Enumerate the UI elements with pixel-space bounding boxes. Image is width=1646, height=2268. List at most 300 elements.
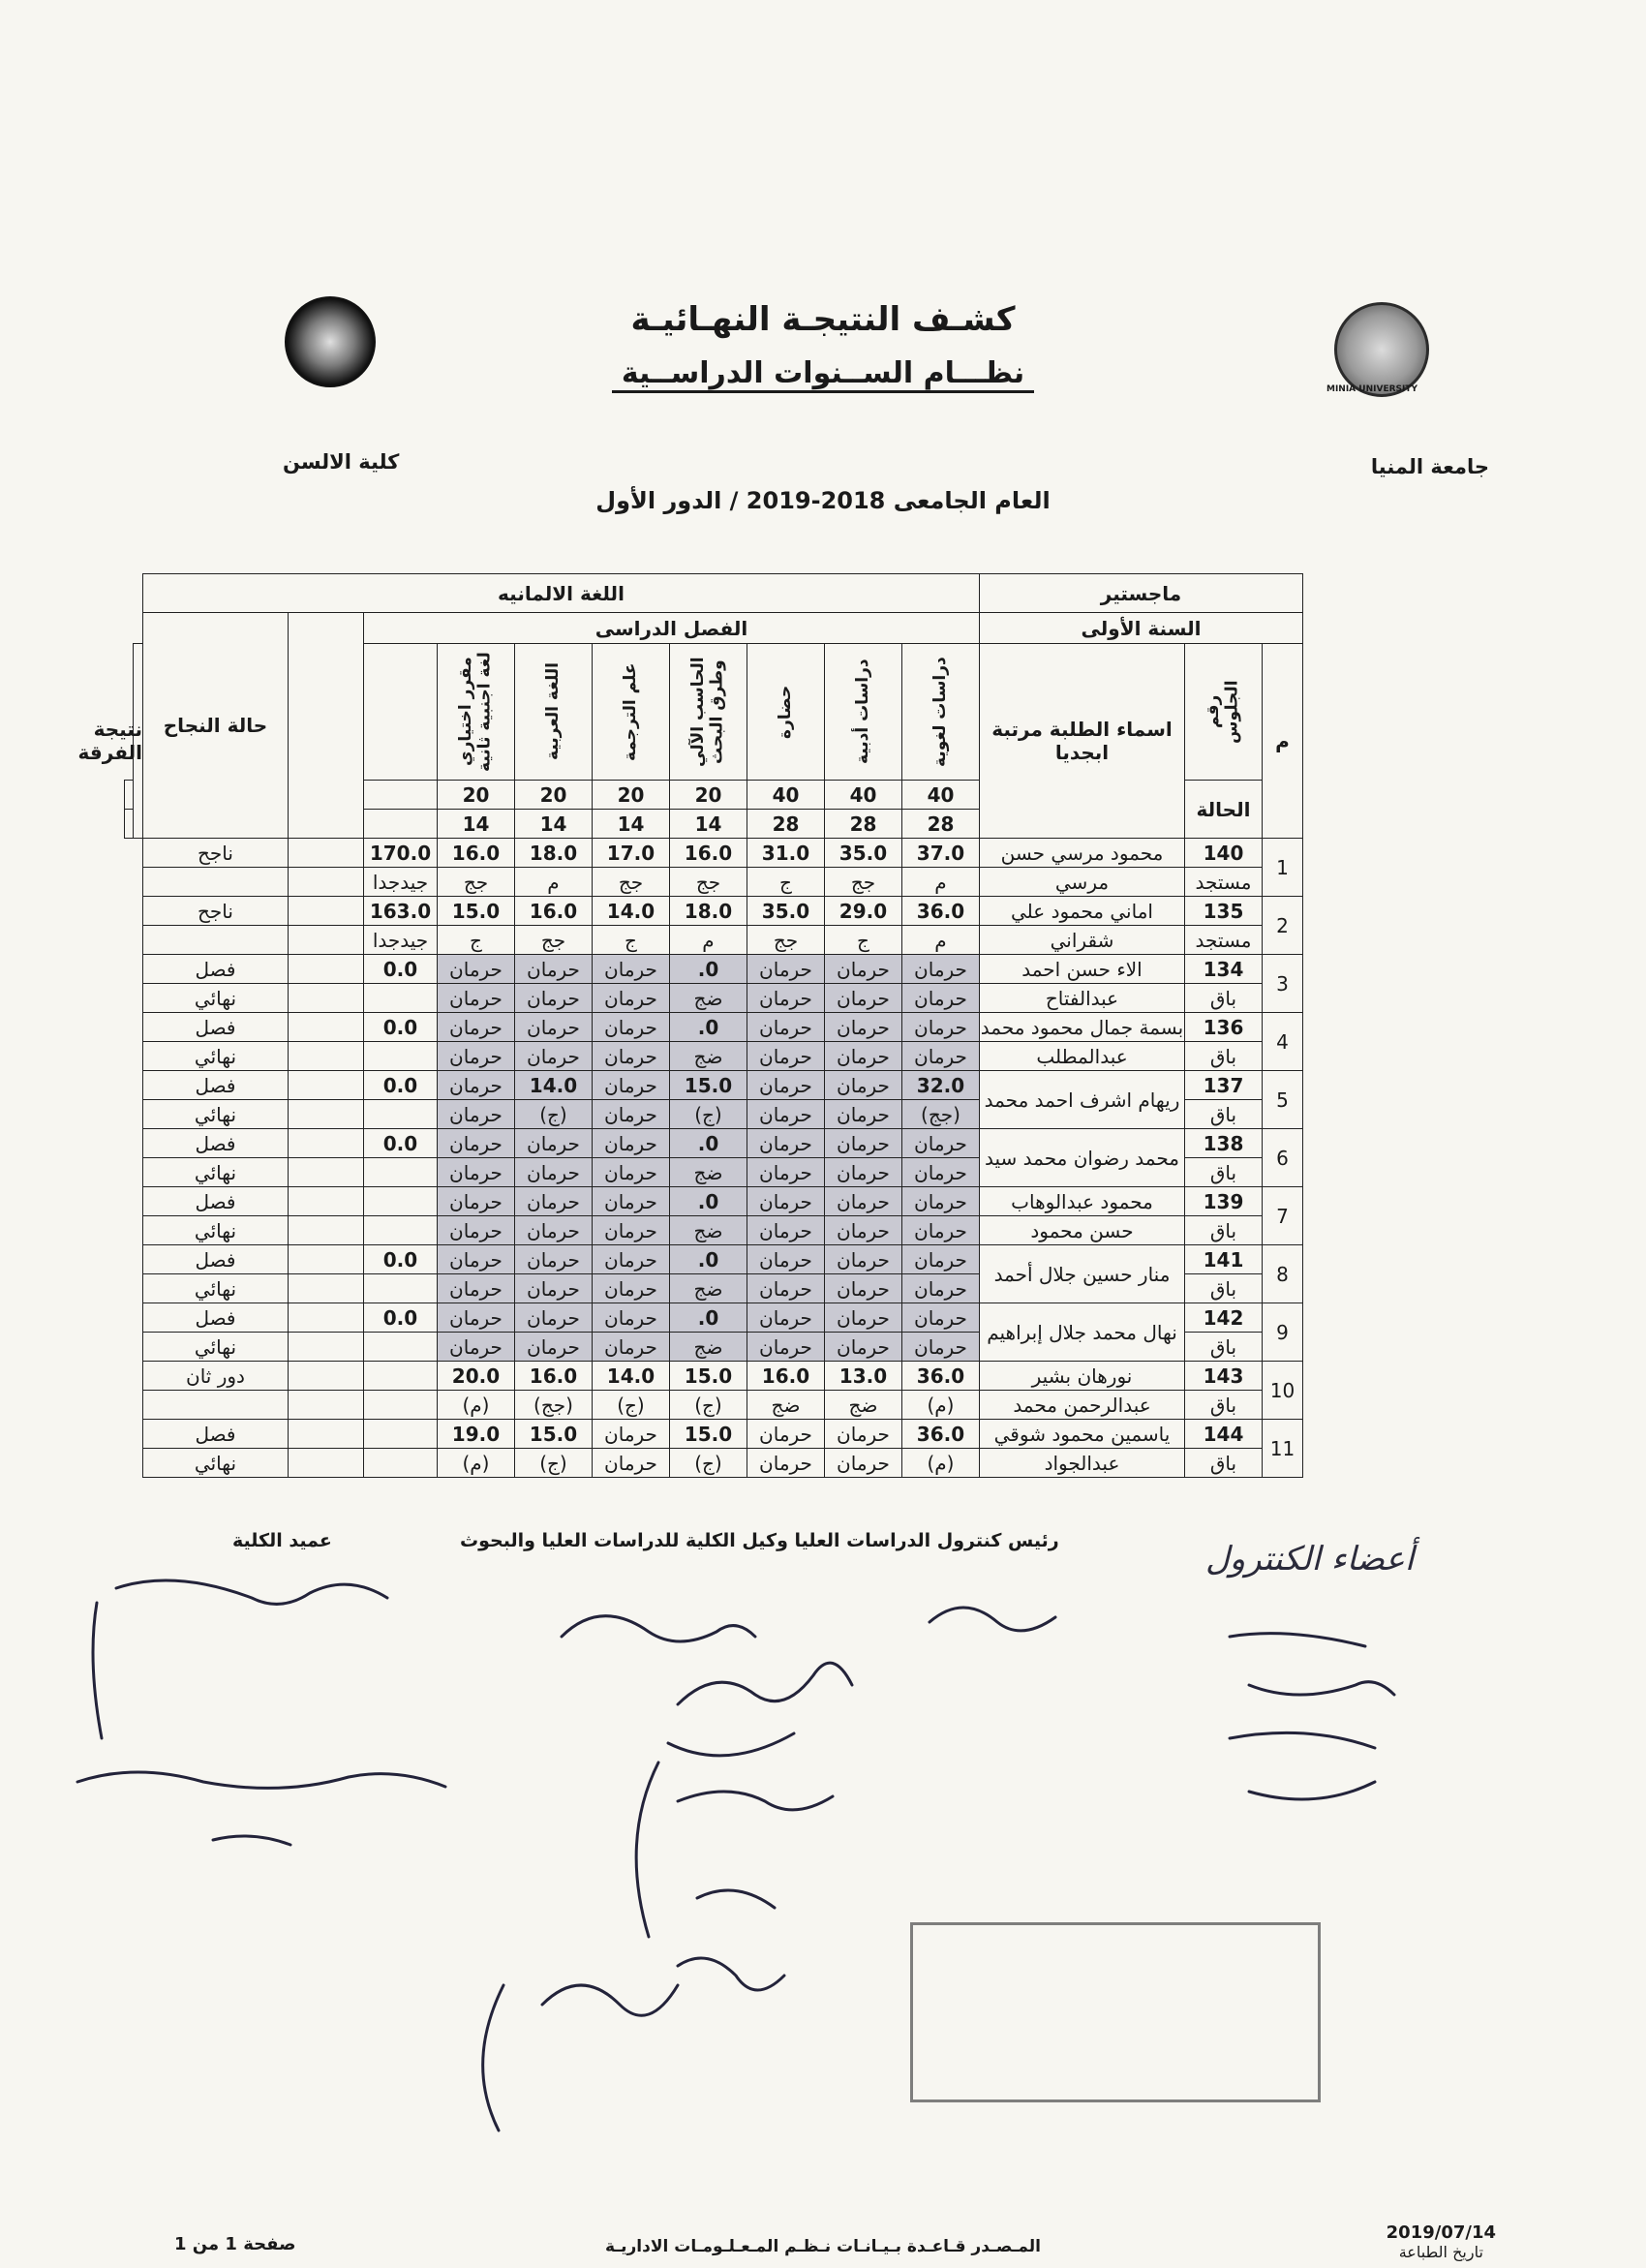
subject-mark: 0. (669, 1303, 747, 1333)
result-status-2: نهائي (142, 984, 288, 1013)
subject-grade: حرمان (437, 984, 514, 1013)
subject-header: دراسات أدبية (824, 644, 901, 781)
academic-year: العام الجامعى 2018-2019 / الدور الأول (595, 487, 1051, 514)
blank-cell (288, 1274, 363, 1303)
subject-mark: حرمان (437, 955, 514, 984)
subject-mark: حرمان (824, 1129, 901, 1158)
subject-mark: 35.0 (824, 839, 901, 868)
seat-number: 141 (1185, 1245, 1263, 1274)
subject-grade: (ج) (592, 1391, 669, 1420)
subject-grade: حرمان (747, 1449, 824, 1478)
subject-grade: (ج) (514, 1100, 592, 1129)
blank-cell (288, 1245, 363, 1274)
seat-number: 137 (1185, 1071, 1263, 1100)
subject-grade: حرمان (514, 1216, 592, 1245)
subject-mark: حرمان (901, 1129, 979, 1158)
student-name (979, 1071, 1184, 1129)
result-status-2 (142, 1391, 288, 1420)
subject-grade: ضج (669, 1274, 747, 1303)
result-header: حالة النجاح (142, 613, 288, 839)
subject-grade: ضج (669, 1158, 747, 1187)
total-grade (363, 1333, 437, 1362)
student-name-line: ياسمين محمود شوقي (993, 1422, 1171, 1446)
subject-mark: حرمان (901, 955, 979, 984)
faculty-name: كلية الالسن (283, 450, 400, 474)
subject-mark: 0. (669, 1245, 747, 1274)
subject-grade: جج (824, 868, 901, 897)
subject-grade: جج (514, 926, 592, 955)
total-mark: 0.0 (363, 1303, 437, 1333)
subject-grade: حرمان (747, 1158, 824, 1187)
members-handwritten-label: أعضاء الكنترول (1205, 1540, 1415, 1578)
row-index: 2 (1263, 897, 1303, 955)
subject-grade: حرمان (747, 1042, 824, 1071)
seat-number: 135 (1185, 897, 1263, 926)
subject-header: حضارة (747, 644, 824, 781)
total-mark (363, 1420, 437, 1449)
result-status-2: نهائي (142, 1333, 288, 1362)
seat-header: رقم الجلوس (1185, 644, 1263, 781)
subject-mark: حرمان (824, 1013, 901, 1042)
subject-grade: حرمان (747, 1333, 824, 1362)
subject-grade: م (901, 926, 979, 955)
total-grade (363, 1100, 437, 1129)
subject-mark: 14.0 (514, 1071, 592, 1100)
subject-grade: حرمان (592, 1158, 669, 1187)
semester-cell: الفصل الدراسى (363, 613, 979, 644)
subject-grade: حرمان (514, 1042, 592, 1071)
subject-grade: حرمان (437, 1100, 514, 1129)
subject-grade: حرمان (824, 1042, 901, 1071)
blank-cell (288, 1362, 363, 1391)
subject-mark: حرمان (437, 1013, 514, 1042)
total-header: نتيجة الفرقة (134, 644, 142, 839)
subject-grade: ج (592, 926, 669, 955)
row-index: 6 (1263, 1129, 1303, 1187)
student-name-line: اماني محمود علي (1011, 899, 1153, 923)
subject-mark: حرمان (437, 1245, 514, 1274)
subject-mark: حرمان (747, 955, 824, 984)
subject-mark: 19.0 (437, 1420, 514, 1449)
subject-grade: حرمان (437, 1274, 514, 1303)
blank-cell (288, 1158, 363, 1187)
subject-grade: حرمان (437, 1333, 514, 1362)
year-label-cell: السنة الأولى (979, 613, 1302, 644)
subject-grade: حرمان (592, 1274, 669, 1303)
subject-grade: حرمان (592, 1449, 669, 1478)
student-name-cont: مرسي (979, 868, 1184, 897)
subject-grade: جج (747, 926, 824, 955)
subject-header: الحاسب الآلي وطرق البحث (669, 644, 747, 781)
subject-mark: حرمان (592, 1187, 669, 1216)
student-name-cont: عبدالرحمن محمد (979, 1391, 1184, 1420)
subject-grade: حرمان (824, 1216, 901, 1245)
subject-grade: حرمان (592, 1100, 669, 1129)
subject-grade: حرمان (592, 1333, 669, 1362)
language-cell: اللغة الالمانيه (142, 574, 979, 613)
subject-mark: حرمان (901, 1245, 979, 1274)
subject-mark: حرمان (747, 1129, 824, 1158)
subject-min-mark: 14 (514, 810, 592, 839)
subject-grade: حرمان (592, 984, 669, 1013)
result-status: فصل (142, 1420, 288, 1449)
names-header: اسماء الطلبة مرتبة ابجديا (979, 644, 1184, 839)
blank-cell (288, 1013, 363, 1042)
seat-number: 134 (1185, 955, 1263, 984)
subject-mark: حرمان (592, 1303, 669, 1333)
result-status-2: نهائي (142, 1100, 288, 1129)
subject-grade: ضج (669, 1333, 747, 1362)
total-mark (363, 1187, 437, 1216)
subject-mark: 15.0 (669, 1071, 747, 1100)
committee-signature-label: رئيس كنترول الدراسات العليا وكيل الكلية للدراسات العليا والبحوث (460, 1530, 1059, 1551)
blank-cell (288, 1333, 363, 1362)
subject-grade: جج (669, 868, 747, 897)
student-status: باق (1185, 1100, 1263, 1129)
total-grade (363, 1449, 437, 1478)
total-mark: 0.0 (363, 955, 437, 984)
subject-mark: حرمان (824, 955, 901, 984)
subject-grade: (م) (437, 1391, 514, 1420)
subject-mark: 20.0 (437, 1362, 514, 1391)
result-status: فصل (142, 1187, 288, 1216)
result-status-2: نهائي (142, 1042, 288, 1071)
subject-mark: حرمان (901, 1303, 979, 1333)
student-status: باق (1185, 1216, 1263, 1245)
subject-mark: حرمان (592, 1420, 669, 1449)
student-status: باق (1185, 1158, 1263, 1187)
subject-mark: حرمان (747, 1071, 824, 1100)
subject-grade: حرمان (514, 984, 592, 1013)
subject-mark: 0. (669, 955, 747, 984)
subject-grade: (م) (901, 1391, 979, 1420)
student-name-cont: حسن محمود (979, 1216, 1184, 1245)
council-stamp (910, 1922, 1321, 2102)
subject-grade: حرمان (437, 1042, 514, 1071)
student-name-line: محمود مرسي حسن (1000, 841, 1164, 865)
subject-mark: 0. (669, 1187, 747, 1216)
row-index: 4 (1263, 1013, 1303, 1071)
row-index: 3 (1263, 955, 1303, 1013)
student-status: باق (1185, 984, 1263, 1013)
result-status: فصل (142, 955, 288, 984)
blank-cell (288, 1187, 363, 1216)
subject-mark: 37.0 (901, 839, 979, 868)
student-status: مستجد (1185, 926, 1263, 955)
subject-mark: حرمان (824, 1187, 901, 1216)
subject-mark: حرمان (514, 1303, 592, 1333)
subject-grade: حرمان (747, 984, 824, 1013)
subject-mark: 18.0 (514, 839, 592, 868)
page-title: كشـف النتيجـة النهـائيـة (630, 300, 1016, 339)
seat-number: 140 (1185, 839, 1263, 868)
blank-cell (288, 897, 363, 926)
row-index: 10 (1263, 1362, 1303, 1420)
subject-grade: حرمان (747, 1274, 824, 1303)
blank-cell (288, 1100, 363, 1129)
subject-min-mark: 14 (669, 810, 747, 839)
seat-number: 142 (1185, 1303, 1263, 1333)
subject-grade: جج (592, 868, 669, 897)
student-status: باق (1185, 1042, 1263, 1071)
subject-mark: حرمان (592, 1129, 669, 1158)
subject-mark: 13.0 (824, 1362, 901, 1391)
subject-mark: حرمان (824, 1071, 901, 1100)
subject-mark: 35.0 (747, 897, 824, 926)
student-name-line: ريهام اشرف احمد محمد (984, 1088, 1180, 1112)
subject-mark: حرمان (747, 1303, 824, 1333)
total-grade (363, 1274, 437, 1303)
subject-mark: 15.0 (437, 897, 514, 926)
subject-mark: 16.0 (747, 1362, 824, 1391)
subject-max-mark: 20 (514, 781, 592, 810)
student-name-line: الاء حسن احمد (1021, 957, 1143, 981)
seat-number: 144 (1185, 1420, 1263, 1449)
subject-header: علم الترجمة (592, 644, 669, 781)
subject-grade: حرمان (901, 1274, 979, 1303)
subject-mark: حرمان (437, 1071, 514, 1100)
blank-cell (288, 1216, 363, 1245)
subject-grade: م (514, 868, 592, 897)
row-index: 8 (1263, 1245, 1303, 1303)
blank-cell (288, 839, 363, 868)
subject-mark: حرمان (592, 1245, 669, 1274)
subject-grade: جج (437, 868, 514, 897)
subject-mark: حرمان (592, 955, 669, 984)
page-subtitle: نظـــام الســنوات الدراســية (0, 356, 1646, 390)
subject-mark: حرمان (747, 1187, 824, 1216)
subject-min-mark: 28 (824, 810, 901, 839)
subject-grade: ضج (669, 1216, 747, 1245)
subject-grade: حرمان (824, 1449, 901, 1478)
blank-cell (288, 1391, 363, 1420)
blank-cell (288, 955, 363, 984)
subject-grade: حرمان (901, 1042, 979, 1071)
result-status-2: نهائي (142, 1216, 288, 1245)
blank-cell (288, 1303, 363, 1333)
subject-grade: م (901, 868, 979, 897)
subject-max-mark: 20 (669, 781, 747, 810)
subject-min-mark: 14 (592, 810, 669, 839)
seat-number: 136 (1185, 1013, 1263, 1042)
subject-mark: حرمان (437, 1187, 514, 1216)
subject-grade: (ج) (514, 1449, 592, 1478)
student-name (979, 1303, 1184, 1362)
result-status-2: نهائي (142, 1274, 288, 1303)
subject-mark: حرمان (514, 1187, 592, 1216)
subject-mark: حرمان (901, 1187, 979, 1216)
result-status: ناجح (142, 897, 288, 926)
print-date: 2019/07/14 تاريخ الطباعة (1386, 2222, 1496, 2261)
subject-min-mark: 14 (437, 810, 514, 839)
subject-mark: 14.0 (592, 897, 669, 926)
subject-mark: حرمان (747, 1420, 824, 1449)
subject-grade: حرمان (824, 1158, 901, 1187)
subject-grade: (جج) (514, 1391, 592, 1420)
subject-mark: 31.0 (747, 839, 824, 868)
subject-grade: حرمان (747, 1216, 824, 1245)
total-grade (363, 1042, 437, 1071)
subject-grade: حرمان (901, 1158, 979, 1187)
subject-mark: حرمان (514, 1129, 592, 1158)
student-name (979, 1013, 1184, 1042)
subject-max-mark: 40 (901, 781, 979, 810)
student-name-line: بسمة جمال محمود محمد (980, 1015, 1184, 1039)
subject-max-mark: 20 (437, 781, 514, 810)
subject-grade: حرمان (592, 1042, 669, 1071)
total-grade (363, 1216, 437, 1245)
handwritten-signatures (0, 1549, 1646, 2150)
subject-max-mark: 40 (824, 781, 901, 810)
result-status-2: نهائي (142, 1449, 288, 1478)
subject-mark: 36.0 (901, 1420, 979, 1449)
result-status-2: نهائي (142, 1158, 288, 1187)
subject-grade: ج (824, 926, 901, 955)
student-name-cont: عبدالفتاح (979, 984, 1184, 1013)
dean-signature-label: عميد الكلية (232, 1530, 332, 1551)
subject-grade: ضج (747, 1391, 824, 1420)
subject-mark: حرمان (514, 1245, 592, 1274)
total-mark: 170.0 (363, 839, 437, 868)
subject-grade: (ج) (669, 1100, 747, 1129)
subject-grade: ضج (669, 984, 747, 1013)
row-index: 7 (1263, 1187, 1303, 1245)
row-index: 9 (1263, 1303, 1303, 1362)
result-status: ناجح (142, 839, 288, 868)
student-status: باق (1185, 1333, 1263, 1362)
subject-mark: حرمان (514, 1013, 592, 1042)
subject-header: اللغة العربية (514, 644, 592, 781)
subject-mark: حرمان (437, 1303, 514, 1333)
subject-mark: 14.0 (592, 1362, 669, 1391)
subject-max-mark: 20 (592, 781, 669, 810)
subject-header: دراسات لغوية (901, 644, 979, 781)
blank-cell (288, 1042, 363, 1071)
student-name (979, 839, 1184, 868)
subject-mark: حرمان (901, 1013, 979, 1042)
subject-grade: حرمان (592, 1216, 669, 1245)
result-status: فصل (142, 1245, 288, 1274)
blank-cell (288, 1129, 363, 1158)
total-mark (363, 1362, 437, 1391)
subject-grade: حرمان (437, 1158, 514, 1187)
results-table (77, 573, 1303, 1478)
student-name (979, 1420, 1184, 1449)
subject-grade: (ج) (669, 1449, 747, 1478)
subject-grade: ج (437, 926, 514, 955)
subject-grade: ضج (824, 1391, 901, 1420)
subject-grade: حرمان (901, 1216, 979, 1245)
result-status-2 (142, 868, 288, 897)
subject-mark: 17.0 (592, 839, 669, 868)
student-name-line: محمود عبدالوهاب (1011, 1189, 1153, 1213)
subject-grade: (ج) (669, 1391, 747, 1420)
data-source-note: المـصـدر قـاعـدة بـيـانـات نـظـم المـعـلـومـات الاداريـة (604, 2237, 1042, 2256)
seat-number: 143 (1185, 1362, 1263, 1391)
student-name (979, 1129, 1184, 1187)
subject-mark: حرمان (824, 1245, 901, 1274)
subject-mark: 29.0 (824, 897, 901, 926)
subject-mark: 0. (669, 1013, 747, 1042)
status-header: الحالة (1185, 781, 1263, 839)
seat-number: 139 (1185, 1187, 1263, 1216)
student-name (979, 1245, 1184, 1303)
subject-mark: حرمان (592, 1071, 669, 1100)
subject-grade: حرمان (437, 1216, 514, 1245)
total-mark: 163.0 (363, 897, 437, 926)
student-name-cont: شقراني (979, 926, 1184, 955)
subject-mark: حرمان (747, 1245, 824, 1274)
total-mark: 0.0 (363, 1245, 437, 1274)
subject-min-mark: 28 (747, 810, 824, 839)
student-name-cont: عبدالجواد (979, 1449, 1184, 1478)
subject-grade: حرمان (901, 984, 979, 1013)
subject-mark: 36.0 (901, 1362, 979, 1391)
subject-mark: 32.0 (901, 1071, 979, 1100)
student-status: باق (1185, 1449, 1263, 1478)
row-index: 11 (1263, 1420, 1303, 1478)
student-name-line: نهال محمد جلال إبراهيم (987, 1320, 1177, 1344)
subject-grade: حرمان (824, 1100, 901, 1129)
subject-grade: ج (747, 868, 824, 897)
subject-grade: حرمان (824, 1274, 901, 1303)
student-name (979, 1362, 1184, 1391)
subject-grade: حرمان (824, 1333, 901, 1362)
result-status: فصل (142, 1129, 288, 1158)
subject-mark: حرمان (437, 1129, 514, 1158)
total-grade (363, 984, 437, 1013)
subject-mark: 18.0 (669, 897, 747, 926)
blank-cell (288, 1071, 363, 1100)
subject-grade: (جج) (901, 1100, 979, 1129)
subject-mark: 15.0 (514, 1420, 592, 1449)
total-mark: 0.0 (363, 1129, 437, 1158)
blank-cell (288, 868, 363, 897)
page-number: صفحة 1 من 1 (174, 2234, 296, 2254)
row-index: 1 (1263, 839, 1303, 897)
subject-grade: حرمان (514, 1158, 592, 1187)
subject-grade: (م) (437, 1449, 514, 1478)
subject-grade: حرمان (824, 984, 901, 1013)
subject-grade: ضج (669, 1042, 747, 1071)
subject-mark: حرمان (824, 1420, 901, 1449)
student-status: مستجد (1185, 868, 1263, 897)
total-grade (363, 1158, 437, 1187)
total-mark: 0.0 (363, 1071, 437, 1100)
logo-caption: MINIA UNIVERSITY (1326, 384, 1418, 394)
subject-grade: حرمان (747, 1100, 824, 1129)
index-header: م (1263, 644, 1303, 839)
subject-mark: 16.0 (514, 897, 592, 926)
student-name (979, 1187, 1184, 1216)
student-status: باق (1185, 1391, 1263, 1420)
subject-mark: 16.0 (514, 1362, 592, 1391)
subject-min-mark: 28 (901, 810, 979, 839)
subject-header: مقرر اختياري لغة اجنبية ثانية (437, 644, 514, 781)
student-name-line: محمد رضوان محمد سيد (985, 1146, 1179, 1170)
university-name: جامعة المنيا (1370, 455, 1489, 478)
result-status-2 (142, 926, 288, 955)
total-grade (363, 1391, 437, 1420)
subject-mark: 16.0 (669, 839, 747, 868)
student-name-line: منار حسين جلال أحمد (993, 1262, 1171, 1286)
subject-mark: حرمان (747, 1013, 824, 1042)
subject-grade: حرمان (901, 1333, 979, 1362)
total-mark: 0.0 (363, 1013, 437, 1042)
result-status: دور ثان (142, 1362, 288, 1391)
subject-mark: 15.0 (669, 1362, 747, 1391)
result-status: فصل (142, 1303, 288, 1333)
